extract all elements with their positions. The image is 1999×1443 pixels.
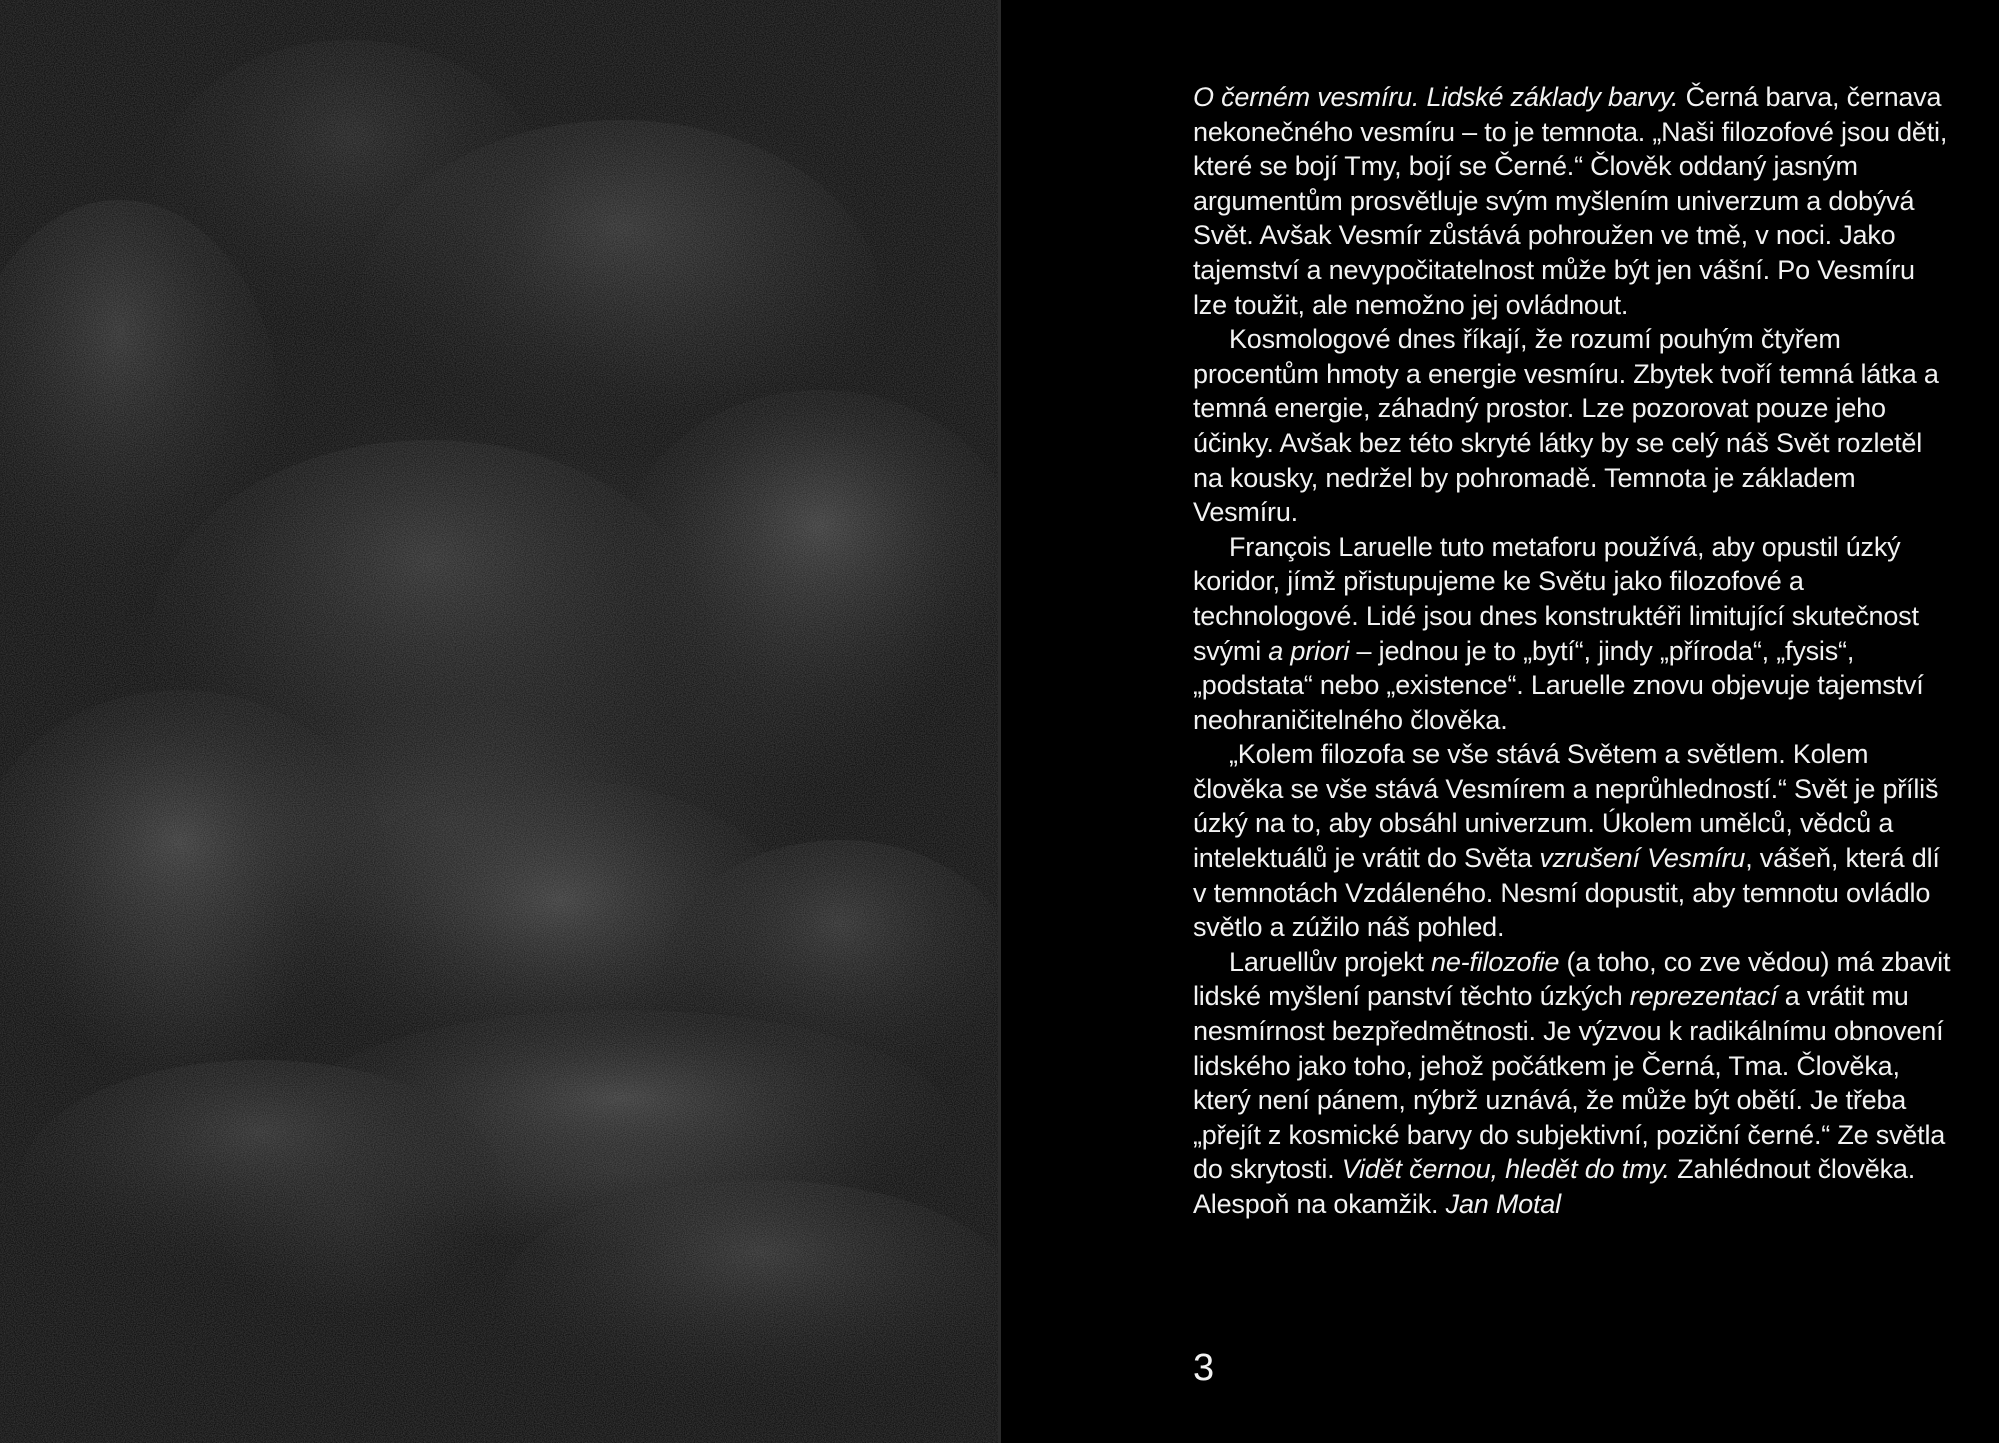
paragraph-5 [1193, 945, 1953, 1222]
paragraph-5-part-7: Zahlédnout člověka. Alespoň na okamžik. [1193, 1154, 1916, 1219]
paragraph-5-italic-2: reprezentací [1629, 981, 1778, 1012]
paragraph-3 [1193, 530, 1953, 738]
paragraph-2 [1193, 322, 1953, 530]
paragraph-5-part-5: a vrátit mu nesmírnost bezpředmětnosti. Je výzvou k radikálnímu obnovení lidského jako toho, jehož počátkem je Černá, Tma. Člověka, který není pánem, nýbrž uznává, že může být obětí. Je třeba „přejít z kosmické barvy do subjektivní, poziční černé.“ Ze světla do skrytosti. [1193, 981, 1946, 1185]
paragraph-5-part-1: Laruellův projekt [1229, 946, 1432, 977]
paragraph-1 [1193, 80, 1953, 322]
paragraph-4-italic: vzrušení Vesmíru [1539, 843, 1746, 874]
paragraph-5-italic-1: ne-filozofie [1431, 946, 1560, 977]
paragraph-4 [1193, 737, 1953, 945]
paragraph-3-part-1: François Laruelle tuto metaforu používá, aby opustil úzký koridor, jímž přistupujeme ke Světu jako filozofové a technologové. Lidé jsou dnes konstruktéři limitující skutečnost svými [1193, 531, 1919, 666]
dark-rock-photograph [0, 0, 998, 1443]
paragraph-1-body: Černá barva, černava nekonečného vesmíru – to je temnota. „Naši filozofové jsou děti, které se bojí Tmy, bojí se Černé.“ Člověk oddaný jasným argumentům prosvětluje svým myšlením univerzum a dobývá Svět. Avšak Vesmír zůstává pohroužen ve tmě, v noci. Jako tajemství a nevypočitatelnost může být jen vášní. Po Vesmíru lze toužit, ale nemožno jej ovládnout. [1193, 82, 1948, 320]
right-page [1001, 0, 1999, 1443]
essay-title: O černém vesmíru. Lidské základy barvy. [1193, 82, 1679, 112]
paragraph-3-part-3: – jednou je to „bytí“, jindy „příroda“, „fysis“, „podstata“ nebo „existence“. Laruelle znovu objevuje tajemství neohraničitelného člověka. [1193, 635, 1924, 735]
paragraph-5-italic-3: Vidět černou, hledět do tmy. [1341, 1154, 1670, 1185]
paragraph-3-italic: a priori [1268, 635, 1350, 666]
paragraph-4-part-1: „Kolem filozofa se vše stává Světem a světlem. Kolem člověka se vše stává Vesmírem a neprůhledností.“ Svět je příliš úzký na to, aby obsáhl univerzum. Úkolem umělců, vědců a intelektuálů je vrátit do Světa [1193, 739, 1939, 874]
left-page-photo [0, 0, 998, 1443]
page-number: 3 [1193, 1347, 1215, 1389]
paragraph-5-part-3: (a toho, co zve vědou) má zbavit lidské myšlení panství těchto úzkých [1193, 946, 1951, 1012]
author-signature: Jan Motal [1445, 1189, 1561, 1219]
paragraph-4-part-3: , vášeň, která dlí v temnotách Vzdáleného. Nesmí dopustit, aby temnotu ovládlo světlo a zúžilo náš pohled. [1193, 843, 1940, 943]
essay-text [1193, 80, 1953, 1222]
paragraph-2-body: Kosmologové dnes říkají, že rozumí pouhým čtyřem procentům hmoty a energie vesmíru. Zbytek tvoří temná látka a temná energie, záhadný prostor. Lze pozorovat pouze jeho účinky. Avšak bez této skryté látky by se celý náš Svět rozletěl na kousky, nedržel by pohromadě. Temnota je základem Vesmíru. [1193, 324, 1939, 528]
